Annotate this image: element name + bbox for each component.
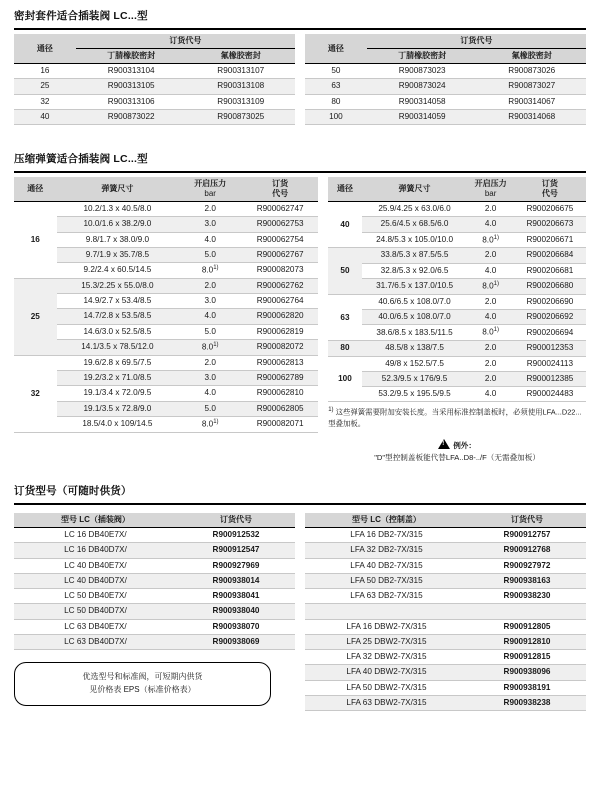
table-row: [328, 217, 586, 232]
cell-bore-group: 16: [14, 202, 57, 279]
cell-type: LFA 63 DB2-7X/315: [305, 589, 468, 604]
cell-order-code: R900938069: [177, 634, 295, 649]
table-row: [14, 528, 295, 543]
footnote-marker: 1): [328, 407, 334, 414]
table-row: [328, 278, 586, 294]
cell-spring-dim: 40.6/6.5 x 108.0/7.0: [362, 294, 468, 309]
cell-order-code: R900938070: [177, 619, 295, 634]
col-header-bore: 通径: [14, 177, 57, 202]
cell-type: LC 40 DB40E7X/: [14, 558, 177, 573]
cell-bore: 32: [14, 94, 76, 109]
table-row: [14, 309, 318, 324]
spring-footnote: [328, 406, 586, 429]
col-header-cracking-pressure: 开启压力 bar: [467, 177, 513, 202]
section-title-order-types: 订货型号（可随时供货）: [14, 485, 132, 498]
table-row: [14, 294, 318, 309]
cell-type: [305, 604, 468, 619]
spring-table-left: [14, 177, 318, 433]
cell-order-code: R900912815: [468, 650, 586, 665]
cell-type: LFA 16 DB2-7X/315: [305, 528, 468, 543]
cell-pressure: 4.0: [467, 217, 513, 232]
table-row: [328, 387, 586, 402]
cell-bore: 80: [305, 94, 367, 109]
table-header-row: [14, 177, 318, 202]
cell-spring-dim: 24.8/5.3 x 105.0/10.0: [362, 232, 468, 248]
cell-pressure: 2.0: [467, 294, 513, 309]
col-header-order-code: 订货代号: [76, 34, 295, 49]
table-row: [14, 386, 318, 401]
cell-order-code: R900206684: [514, 248, 586, 263]
table-row: [305, 79, 586, 94]
table-row: [328, 325, 586, 341]
table-row: [14, 558, 295, 573]
warning-triangle-icon: [438, 439, 450, 449]
cell-order-code: R900062820: [242, 309, 318, 324]
availability-note: [14, 662, 271, 706]
table-row: [14, 247, 318, 262]
table-row: [14, 217, 318, 232]
table-header-row: [14, 34, 295, 49]
table-row: [328, 294, 586, 309]
cell-pressure: 3.0: [178, 371, 242, 386]
table-row: [305, 543, 586, 558]
cell-type: LFA 25 DBW2-7X/315: [305, 634, 468, 649]
cell-type: LFA 40 DBW2-7X/315: [305, 665, 468, 680]
cell-pressure: 4.0: [178, 309, 242, 324]
table-row: [14, 232, 318, 247]
cell-pressure: 2.0: [467, 371, 513, 386]
cell-type: LC 50 DB40E7X/: [14, 589, 177, 604]
section-rule: [14, 171, 586, 173]
cell-spring-dim: 19.2/3.2 x 71.0/8.5: [57, 371, 179, 386]
cell-fkm-code: R900314068: [478, 109, 586, 124]
cell-spring-dim: 49/8 x 152.5/7.5: [362, 356, 468, 371]
section-springs: [14, 151, 586, 463]
cell-bore: 40: [14, 109, 76, 124]
table-row: [305, 558, 586, 573]
cell-type: LC 16 DB40E7X/: [14, 528, 177, 543]
table-row: [14, 109, 295, 124]
cell-order-code: R900938238: [468, 695, 586, 710]
cell-pressure: 2.0: [178, 278, 242, 293]
cell-order-code: R900206680: [514, 278, 586, 294]
cell-bore-group: 80: [328, 341, 362, 356]
cell-bore-group: 50: [328, 248, 362, 294]
cell-order-code: R900206681: [514, 263, 586, 278]
cell-order-code: R900206692: [514, 310, 586, 325]
cell-type: LFA 50 DB2-7X/315: [305, 573, 468, 588]
seal-kit-table-right: [305, 34, 586, 125]
col-header-fkm: 氟橡胶密封: [478, 49, 586, 64]
cell-spring-dim: 9.8/1.7 x 38.0/9.0: [57, 232, 179, 247]
cell-order-code: R900912547: [177, 543, 295, 558]
table-header-row: [14, 513, 295, 528]
cell-spring-dim: 53.2/9.5 x 195.5/9.5: [362, 387, 468, 402]
cell-pressure: 5.0: [178, 324, 242, 339]
cell-order-code: R900062762: [242, 278, 318, 293]
cell-order-code: R900938040: [177, 604, 295, 619]
table-row: [14, 355, 318, 370]
cell-order-code: R900082073: [242, 263, 318, 279]
cell-order-code: R900206690: [514, 294, 586, 309]
cell-order-code: R900062813: [242, 355, 318, 370]
cell-type: LFA 32 DBW2-7X/315: [305, 650, 468, 665]
section-title-springs: 压缩弹簧适合插装阀 LC...型: [14, 153, 148, 165]
cell-bore-group: 100: [328, 356, 362, 402]
cell-order-code: R900024113: [514, 356, 586, 371]
table-row: [14, 634, 295, 649]
cell-pressure: 3.0: [178, 217, 242, 232]
col-header-spring-dim: 弹簧尺寸: [362, 177, 468, 202]
col-header-order-code: 订货代号: [177, 513, 295, 528]
footnote-text: 这些弹簧需要附加安装长度。当采用标准控制盖板时，必须使用LFA...D22...型叠加板。: [328, 407, 582, 428]
cell-fkm-code: R900313107: [187, 64, 295, 79]
table-row: [14, 543, 295, 558]
cell-nbr-code: R900873022: [76, 109, 187, 124]
cell-fkm-code: R900873027: [478, 79, 586, 94]
cell-type: LFA 40 DB2-7X/315: [305, 558, 468, 573]
table-row: [14, 263, 318, 279]
cell-order-code: R900062747: [242, 202, 318, 217]
cell-order-code: R900012385: [514, 371, 586, 386]
cell-spring-dim: 19.1/3.5 x 72.8/9.0: [57, 401, 179, 416]
cell-spring-dim: 38.6/8.5 x 183.5/11.5: [362, 325, 468, 341]
cell-spring-dim: 14.6/3.0 x 52.5/8.5: [57, 324, 179, 339]
cell-type: LC 40 DB40D7X/: [14, 573, 177, 588]
cell-nbr-code: R900873024: [367, 79, 478, 94]
cell-spring-dim: 14.9/2.7 x 53.4/8.5: [57, 294, 179, 309]
cell-spring-dim: 19.6/2.8 x 69.5/7.5: [57, 355, 179, 370]
cell-type: LC 50 DB40D7X/: [14, 604, 177, 619]
table-row: [328, 248, 586, 263]
cell-fkm-code: R900313109: [187, 94, 295, 109]
table-row: [305, 680, 586, 695]
col-header-nbr: 丁腈橡胶密封: [76, 49, 187, 64]
cell-pressure: 2.0: [467, 341, 513, 356]
cell-type: LC 16 DB40D7X/: [14, 543, 177, 558]
cell-bore-group: 63: [328, 294, 362, 340]
col-header-order-code: 订货 代号: [514, 177, 586, 202]
cell-bore: 100: [305, 109, 367, 124]
availability-note-line2: 见价格表 EPS（标准价格表）: [89, 684, 196, 694]
table-row: [328, 341, 586, 356]
cell-fkm-code: R900313108: [187, 79, 295, 94]
table-row: [328, 356, 586, 371]
table-row: [305, 665, 586, 680]
table-row: [328, 232, 586, 248]
cell-fkm-code: R900873025: [187, 109, 295, 124]
cell-spring-dim: 18.5/4.0 x 109/14.5: [57, 416, 179, 432]
table-row: [305, 64, 586, 79]
availability-note-line1: 优选型号和标准阀，可短期内供货: [82, 672, 203, 682]
cell-order-code: R900062819: [242, 324, 318, 339]
cell-pressure: 5.0: [178, 247, 242, 262]
section-rule: [14, 503, 586, 505]
table-row: [328, 310, 586, 325]
order-table-right: [305, 513, 586, 711]
cell-order-code: R900912532: [177, 528, 295, 543]
cell-pressure: 3.0: [178, 294, 242, 309]
cell-pressure: 8.0$^{1)}$: [178, 416, 242, 432]
cell-order-code: R900206673: [514, 217, 586, 232]
col-header-order-code: 订货代号: [367, 34, 586, 49]
cell-order-code: [468, 604, 586, 619]
table-row: [305, 634, 586, 649]
table-row: [305, 695, 586, 710]
table-row: [14, 401, 318, 416]
warning-title: 例外：: [453, 441, 476, 451]
table-row: [14, 604, 295, 619]
cell-pressure: 4.0: [467, 263, 513, 278]
table-row: [305, 94, 586, 109]
cell-order-code: R900062754: [242, 232, 318, 247]
cell-nbr-code: R900313105: [76, 79, 187, 94]
table-row: [14, 324, 318, 339]
cell-pressure: 2.0: [178, 355, 242, 370]
table-row: [305, 573, 586, 588]
table-row: [328, 371, 586, 386]
table-header-row: [328, 177, 586, 202]
cell-spring-dim: 14.7/2.8 x 53.5/8.5: [57, 309, 179, 324]
table-row: [14, 573, 295, 588]
cell-spring-dim: 19.1/3.4 x 72.0/9.5: [57, 386, 179, 401]
table-header-row: [305, 513, 586, 528]
table-row: [305, 619, 586, 634]
col-header-order-code: 订货 代号: [242, 177, 318, 202]
cell-order-code: R900938163: [468, 573, 586, 588]
cell-spring-dim: 48.5/8 x 138/7.5: [362, 341, 468, 356]
cell-pressure: 8.0$^{1)}$: [467, 325, 513, 341]
cell-order-code: R900206671: [514, 232, 586, 248]
cell-pressure: 8.0$^{1)}$: [467, 278, 513, 294]
cell-order-code: R900206694: [514, 325, 586, 341]
table-row: [14, 64, 295, 79]
cell-type: LFA 63 DBW2-7X/315: [305, 695, 468, 710]
col-header-cracking-pressure: 开启压力 bar: [178, 177, 242, 202]
cell-spring-dim: 15.3/2.25 x 55.0/8.0: [57, 278, 179, 293]
table-row: [328, 202, 586, 217]
table-row: [14, 278, 318, 293]
cell-bore: 50: [305, 64, 367, 79]
cell-spring-dim: 10.2/1.3 x 40.5/8.0: [57, 202, 179, 217]
table-row-spacer: [305, 604, 586, 619]
section-seal-kits: [14, 8, 586, 125]
table-header-row: [305, 34, 586, 49]
spring-table-right: [328, 177, 586, 402]
warning-text: "D"型控制盖板能代替LFA..D8-../F（无需叠加板）: [374, 452, 540, 462]
col-header-bore: 通径: [14, 34, 76, 64]
cell-order-code: R900912805: [468, 619, 586, 634]
col-header-bore: 通径: [305, 34, 367, 64]
cell-order-code: R900062767: [242, 247, 318, 262]
col-header-order-code: 订货代号: [468, 513, 586, 528]
cell-spring-dim: 9.2/2.4 x 60.5/14.5: [57, 263, 179, 279]
col-header-bore: 通径: [328, 177, 362, 202]
cell-order-code: R900938096: [468, 665, 586, 680]
cell-bore-group: 40: [328, 202, 362, 248]
cell-order-code: R900062810: [242, 386, 318, 401]
cell-type: LFA 32 DB2-7X/315: [305, 543, 468, 558]
table-row: [14, 339, 318, 355]
cell-order-code: R900082072: [242, 339, 318, 355]
cell-pressure: 2.0: [178, 202, 242, 217]
cell-type: LC 63 DB40E7X/: [14, 619, 177, 634]
table-row: [14, 589, 295, 604]
col-header-fkm: 氟橡胶密封: [187, 49, 295, 64]
cell-nbr-code: R900314058: [367, 94, 478, 109]
cell-order-code: R900912768: [468, 543, 586, 558]
cell-order-code: R900912810: [468, 634, 586, 649]
cell-order-code: R900938041: [177, 589, 295, 604]
table-row: [305, 528, 586, 543]
cell-pressure: 4.0: [467, 387, 513, 402]
order-table-left: [14, 513, 295, 650]
cell-nbr-code: R900313106: [76, 94, 187, 109]
cell-bore: 16: [14, 64, 76, 79]
cell-spring-dim: 25.9/4.25 x 63.0/6.0: [362, 202, 468, 217]
cell-spring-dim: 33.8/5.3 x 87.5/5.5: [362, 248, 468, 263]
cell-bore: 25: [14, 79, 76, 94]
table-row: [328, 263, 586, 278]
cell-bore: 63: [305, 79, 367, 94]
col-header-type-cartridge: 型号 LC（插装阀）: [14, 513, 177, 528]
cell-order-code: R900206675: [514, 202, 586, 217]
table-row: [14, 202, 318, 217]
cell-order-code: R900062764: [242, 294, 318, 309]
col-header-nbr: 丁腈橡胶密封: [367, 49, 478, 64]
cell-type: LC 63 DB40D7X/: [14, 634, 177, 649]
table-row: [14, 79, 295, 94]
table-row: [14, 371, 318, 386]
cell-spring-dim: 31.7/6.5 x 137.0/10.5: [362, 278, 468, 294]
cell-order-code: R900938014: [177, 573, 295, 588]
cell-spring-dim: 14.1/3.5 x 78.5/12.0: [57, 339, 179, 355]
cell-order-code: R900062753: [242, 217, 318, 232]
cell-spring-dim: 40.0/6.5 x 108.0/7.0: [362, 310, 468, 325]
cell-pressure: 4.0: [467, 310, 513, 325]
cell-order-code: R900062789: [242, 371, 318, 386]
section-rule: [14, 28, 586, 30]
table-row: [14, 619, 295, 634]
col-header-spring-dim: 弹簧尺寸: [57, 177, 179, 202]
cell-fkm-code: R900873026: [478, 64, 586, 79]
cell-spring-dim: 52.3/9.5 x 176/9.5: [362, 371, 468, 386]
cell-pressure: 2.0: [467, 356, 513, 371]
cell-bore-group: 25: [14, 278, 57, 355]
table-row: [14, 416, 318, 432]
cell-bore-group: 32: [14, 355, 57, 432]
table-row: [14, 94, 295, 109]
cell-pressure: 4.0: [178, 386, 242, 401]
section-title-seal-kits: 密封套件适合插装阀 LC...型: [14, 10, 148, 22]
cell-order-code: R900938191: [468, 680, 586, 695]
cell-pressure: 2.0: [467, 202, 513, 217]
cell-order-code: R900012353: [514, 341, 586, 356]
cell-spring-dim: 9.7/1.9 x 35.7/8.5: [57, 247, 179, 262]
cell-order-code: R900024483: [514, 387, 586, 402]
cell-order-code: R900912757: [468, 528, 586, 543]
cell-type: LFA 16 DBW2-7X/315: [305, 619, 468, 634]
cell-pressure: 8.0$^{1)}$: [178, 263, 242, 279]
cell-pressure: 4.0: [178, 232, 242, 247]
cell-pressure: 5.0: [178, 401, 242, 416]
section-order-types: [14, 483, 586, 711]
cell-order-code: R900082071: [242, 416, 318, 432]
cell-order-code: R900938230: [468, 589, 586, 604]
col-header-type-cover: 型号 LC（控制盖）: [305, 513, 468, 528]
seal-kit-table-left: [14, 34, 295, 125]
warning-block: [328, 439, 586, 463]
table-row: [305, 589, 586, 604]
cell-order-code: R900927972: [468, 558, 586, 573]
cell-fkm-code: R900314067: [478, 94, 586, 109]
cell-nbr-code: R900873023: [367, 64, 478, 79]
cell-nbr-code: R900313104: [76, 64, 187, 79]
table-row: [305, 109, 586, 124]
cell-type: LFA 50 DBW2-7X/315: [305, 680, 468, 695]
cell-spring-dim: 10.0/1.6 x 38.2/9.0: [57, 217, 179, 232]
cell-spring-dim: 32.8/5.3 x 92.0/6.5: [362, 263, 468, 278]
cell-spring-dim: 25.6/4.5 x 68.5/6.0: [362, 217, 468, 232]
cell-pressure: 8.0$^{1)}$: [467, 232, 513, 248]
cell-pressure: 8.0$^{1)}$: [178, 339, 242, 355]
warning-heading: [328, 439, 586, 451]
cell-nbr-code: R900314059: [367, 109, 478, 124]
table-row: [305, 650, 586, 665]
cell-order-code: R900062805: [242, 401, 318, 416]
cell-order-code: R900927969: [177, 558, 295, 573]
cell-pressure: 2.0: [467, 248, 513, 263]
